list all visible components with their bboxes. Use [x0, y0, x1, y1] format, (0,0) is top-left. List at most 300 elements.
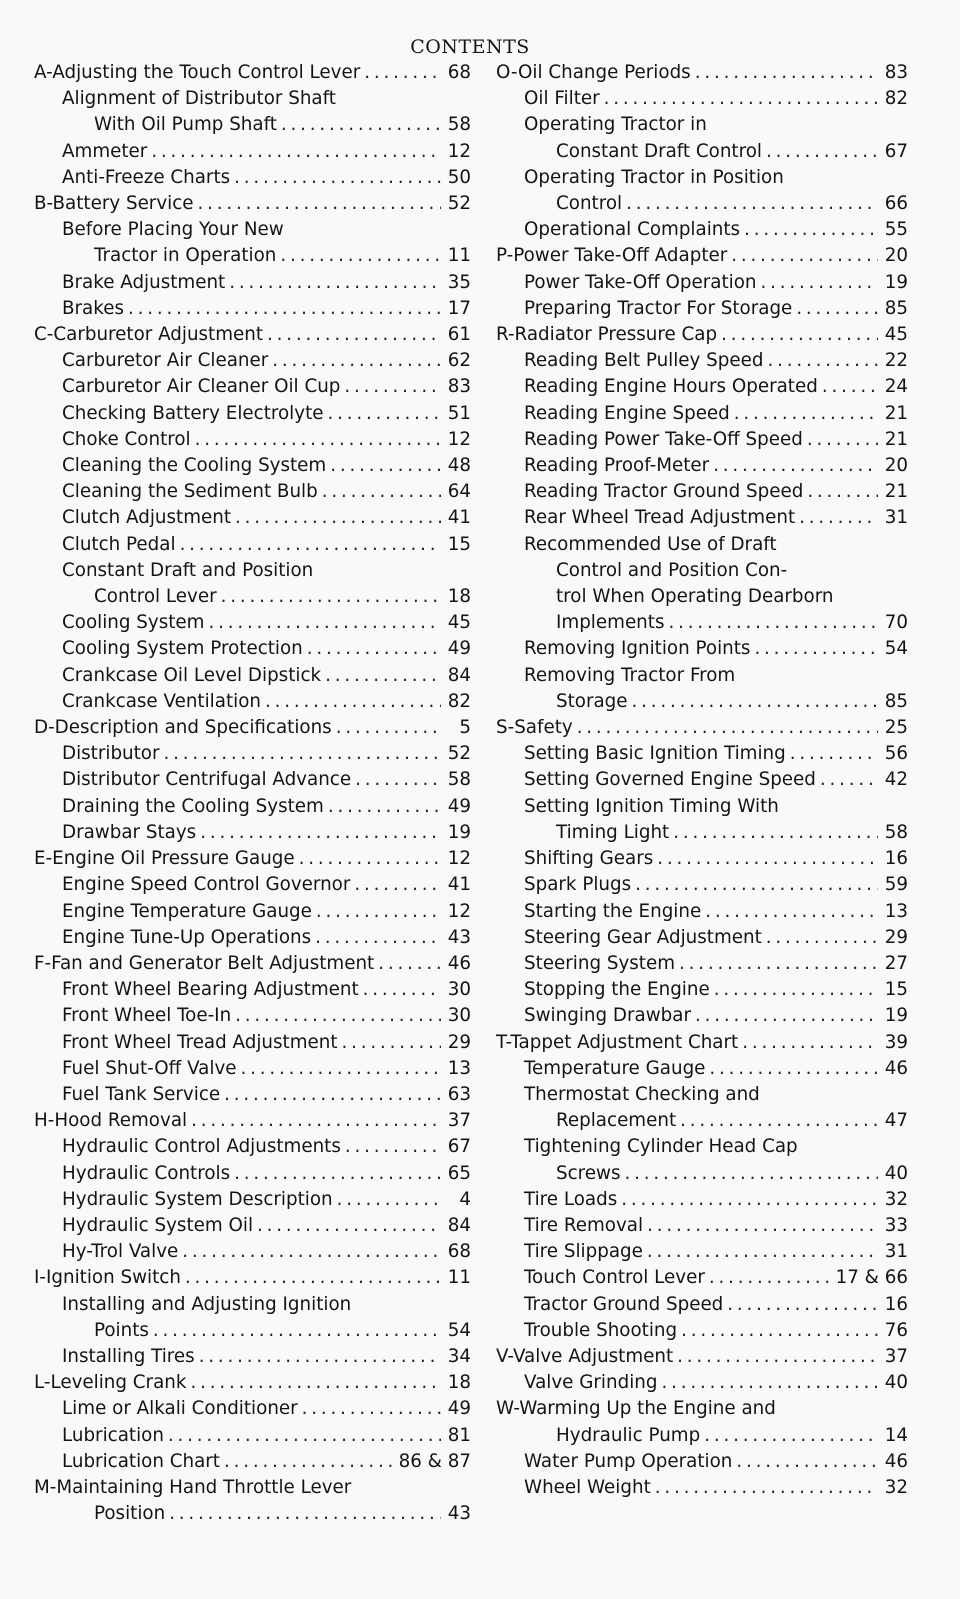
dot-leader — [341, 1134, 441, 1160]
toc-entry-title: D-Description and Specifications — [34, 717, 332, 739]
toc-entry-page: 83 — [447, 376, 471, 398]
dot-leader — [195, 1344, 441, 1370]
toc-entry-page: 18 — [447, 586, 471, 608]
toc-entry-title: Anti-Freeze Charts — [62, 166, 231, 188]
toc-entry — [496, 1030, 908, 1056]
toc-entry-title: Reading Proof-Meter — [524, 455, 710, 477]
toc-entry-title: Hydraulic Control Adjustments — [62, 1136, 341, 1158]
toc-entry — [496, 479, 908, 505]
toc-entry-page: 56 — [884, 743, 908, 765]
toc-entry-title: Installing Tires — [62, 1345, 195, 1367]
toc-entry-title: Before Placing Your New — [62, 219, 284, 241]
toc-entry — [496, 374, 908, 400]
toc-entry-title: O-Oil Change Periods — [496, 62, 691, 83]
dot-leader — [263, 322, 441, 348]
toc-entry — [34, 1239, 471, 1265]
toc-entry — [496, 112, 908, 138]
toc-entry-page: 86 & 87 — [398, 1450, 471, 1472]
dot-leader — [196, 820, 441, 846]
toc-entry — [34, 610, 471, 636]
dot-leader — [762, 139, 878, 165]
toc-entry — [496, 1108, 908, 1134]
toc-entry-title: Valve Grinding — [524, 1372, 658, 1394]
toc-entry-title: Hydraulic System Oil — [62, 1214, 254, 1236]
toc-entry-title: Screws — [556, 1162, 621, 1184]
toc-entry-page: 19 — [884, 271, 908, 293]
toc-entry — [496, 296, 908, 322]
toc-entry-page: 11 — [447, 1267, 471, 1289]
toc-entry-page: 84 — [447, 664, 471, 686]
toc-entry — [496, 977, 908, 1003]
toc-entry — [34, 348, 471, 374]
toc-entry-page: 40 — [884, 1372, 908, 1394]
dot-leader — [253, 1213, 441, 1239]
toc-entry-title: Constant Draft and Position — [62, 559, 314, 581]
dot-leader — [230, 165, 441, 191]
toc-entry — [34, 532, 471, 558]
toc-entry — [496, 1344, 908, 1370]
dot-leader — [621, 1161, 879, 1187]
dot-leader — [359, 977, 441, 1003]
toc-entry — [34, 741, 471, 767]
toc-entry-title: Lime or Alkali Conditioner — [62, 1398, 298, 1420]
toc-entry-title: Operating Tractor in — [524, 114, 707, 136]
toc-entry-page: 63 — [447, 1083, 471, 1105]
toc-entry-page: 82 — [884, 88, 908, 110]
toc-entry-page: 83 — [884, 62, 908, 83]
toc-entry-page: 70 — [884, 612, 908, 634]
toc-entry — [496, 1239, 908, 1265]
toc-entry — [34, 1187, 471, 1213]
toc-entry-page: 31 — [884, 507, 908, 529]
toc-entry-title: Alignment of Distributor Shaft — [62, 88, 336, 110]
toc-entry — [34, 1134, 471, 1160]
toc-entry-page: 20 — [884, 245, 908, 267]
toc-entry-page: 29 — [884, 926, 908, 948]
toc-entry-title: S-Safety — [496, 717, 573, 739]
dot-leader — [220, 1449, 399, 1475]
dot-leader — [628, 689, 878, 715]
toc-entry — [34, 453, 471, 479]
toc-entry-title: Tractor Ground Speed — [524, 1293, 724, 1315]
toc-entry-title: Reading Engine Speed — [524, 402, 730, 424]
toc-entry-page: 27 — [884, 952, 908, 974]
toc-entry-title: Crankcase Oil Level Dipstick — [62, 664, 322, 686]
toc-entry-title: Rear Wheel Tread Adjustment — [524, 507, 796, 529]
toc-entry-title: Control Lever — [94, 586, 217, 608]
toc-entry — [496, 1213, 908, 1239]
toc-entry-page: 82 — [447, 690, 471, 712]
toc-entry-page: 22 — [884, 350, 908, 372]
toc-entry-title: With Oil Pump Shaft — [94, 114, 277, 136]
dot-leader — [710, 977, 878, 1003]
toc-entry-title: Touch Control Lever — [524, 1267, 705, 1289]
toc-entry-title: Wheel Weight — [524, 1476, 651, 1498]
toc-entry — [496, 925, 908, 951]
toc-entry-title: Power Take-Off Operation — [524, 271, 757, 293]
toc-entry — [34, 374, 471, 400]
toc-entry-title: Hydraulic Pump — [556, 1424, 701, 1446]
toc-entry — [34, 112, 471, 138]
toc-entry-title: Tire Slippage — [524, 1241, 643, 1263]
dot-leader — [738, 1030, 878, 1056]
toc-entry-title: Ammeter — [62, 140, 148, 162]
toc-entry — [34, 1082, 471, 1108]
toc-entry-title: Cleaning the Cooling System — [62, 455, 327, 477]
toc-entry-title: Timing Light — [556, 821, 670, 843]
toc-entry-title: L-Leveling Crank — [34, 1372, 187, 1394]
toc-entry-title: Reading Engine Hours Operated — [524, 376, 818, 398]
toc-entry-page: 49 — [447, 795, 471, 817]
dot-leader — [324, 794, 441, 820]
dot-leader — [149, 1318, 441, 1344]
dot-leader — [360, 60, 441, 86]
toc-entry — [496, 217, 908, 243]
toc-entry-page: 62 — [447, 350, 471, 372]
toc-entry-page: 52 — [447, 743, 471, 765]
toc-entry-page: 12 — [447, 428, 471, 450]
dot-leader — [217, 584, 441, 610]
toc-entry — [34, 270, 471, 296]
toc-entry — [34, 1318, 471, 1344]
toc-entry-title: Tire Loads — [524, 1188, 618, 1210]
toc-entry-title: Engine Tune-Up Operations — [62, 926, 312, 948]
dot-leader — [723, 1292, 878, 1318]
dot-leader — [194, 191, 441, 217]
toc-entry-page: 52 — [447, 193, 471, 215]
toc-entry-page: 24 — [884, 376, 908, 398]
toc-entry-title: Carburetor Air Cleaner Oil Cup — [62, 376, 341, 398]
toc-entry-title: Front Wheel Tread Adjustment — [62, 1031, 338, 1053]
toc-entry — [34, 794, 471, 820]
toc-entry — [496, 1423, 908, 1449]
toc-entry-page: 12 — [447, 140, 471, 162]
dot-leader — [795, 505, 878, 531]
dot-leader — [164, 1423, 441, 1449]
dot-leader — [237, 1056, 441, 1082]
toc-entry — [34, 139, 471, 165]
dot-leader — [311, 925, 441, 951]
toc-entry-page: 54 — [884, 638, 908, 660]
toc-entry-title: W-Warming Up the Engine and — [496, 1398, 776, 1420]
dot-leader — [643, 1213, 878, 1239]
toc-entry-title: Water Pump Operation — [524, 1450, 733, 1472]
dot-leader — [324, 401, 442, 427]
toc-entry-page: 47 — [884, 1110, 908, 1132]
dot-leader — [160, 741, 441, 767]
toc-entry-title: Installing and Adjusting Ignition — [62, 1293, 352, 1315]
toc-entry-page: 58 — [447, 114, 471, 136]
toc-entry-title: Clutch Adjustment — [62, 507, 232, 529]
dot-leader — [230, 1161, 441, 1187]
toc-entry-page: 85 — [884, 297, 908, 319]
toc-entry — [34, 217, 471, 243]
toc-entry — [34, 1370, 471, 1396]
toc-entry-page: 19 — [884, 1005, 908, 1027]
page-title: CONTENTS — [410, 36, 530, 58]
toc-entry-page: 37 — [884, 1345, 908, 1367]
toc-entry-title: Cleaning the Sediment Bulb — [62, 481, 318, 503]
dot-leader — [231, 505, 441, 531]
toc-entry-title: Tire Removal — [524, 1214, 644, 1236]
toc-entry-title: Position — [94, 1503, 166, 1525]
toc-entry-title: Operational Complaints — [524, 219, 741, 241]
dot-leader — [333, 1187, 441, 1213]
toc-entry — [496, 532, 908, 558]
dot-leader — [220, 1082, 441, 1108]
toc-entry-title: Recommended Use of Draft — [524, 533, 777, 555]
dot-leader — [677, 1318, 878, 1344]
toc-entry-page: 17 & 66 — [835, 1267, 908, 1289]
toc-entry-page: 14 — [884, 1424, 908, 1446]
dot-leader — [818, 374, 878, 400]
toc-entry — [496, 1475, 908, 1501]
toc-entry — [496, 86, 908, 112]
toc-entry-page: 12 — [447, 848, 471, 870]
toc-entry-page: 41 — [447, 507, 471, 529]
dot-leader — [700, 1423, 878, 1449]
toc-entry — [496, 820, 908, 846]
toc-entry-title: Hydraulic Controls — [62, 1162, 231, 1184]
dot-leader — [312, 899, 441, 925]
toc-entry — [496, 270, 908, 296]
toc-entry — [34, 1423, 471, 1449]
toc-entry — [34, 479, 471, 505]
dot-leader — [295, 846, 441, 872]
toc-entry — [34, 1108, 471, 1134]
toc-entry-title: Fuel Shut-Off Valve — [62, 1057, 237, 1079]
toc-entry — [496, 1370, 908, 1396]
toc-entry — [34, 1292, 471, 1318]
toc-entry — [496, 767, 908, 793]
toc-entry-title: trol When Operating Dearborn — [556, 586, 834, 608]
toc-entry-page: 43 — [447, 1503, 471, 1525]
toc-entry-title: F-Fan and Generator Belt Adjustment — [34, 952, 375, 974]
dot-leader — [187, 1108, 441, 1134]
toc-entry-page: 49 — [447, 638, 471, 660]
toc-entry-title: Shifting Gears — [524, 848, 654, 870]
toc-entry — [34, 1213, 471, 1239]
toc-entry — [496, 1082, 908, 1108]
toc-entry-page: 48 — [447, 455, 471, 477]
toc-entry — [34, 846, 471, 872]
toc-entry — [34, 951, 471, 977]
toc-entry-title: V-Valve Adjustment — [496, 1345, 674, 1367]
toc-entry — [34, 925, 471, 951]
dot-leader — [757, 270, 879, 296]
dot-leader — [705, 1056, 878, 1082]
dot-leader — [191, 427, 441, 453]
toc-entry — [496, 610, 908, 636]
toc-entry-title: Lubrication Chart — [62, 1450, 220, 1472]
toc-entry-title: Control — [556, 193, 623, 215]
toc-entry — [496, 689, 908, 715]
toc-entry-page: 18 — [447, 1372, 471, 1394]
toc-entry-page: 85 — [884, 690, 908, 712]
toc-entry-page: 4 — [459, 1188, 471, 1210]
toc-entry-page: 43 — [447, 926, 471, 948]
toc-entry — [34, 165, 471, 191]
toc-entry-page: 25 — [884, 717, 908, 739]
toc-entry-page: 51 — [447, 402, 471, 424]
toc-entry — [34, 401, 471, 427]
toc-entry-page: 30 — [447, 979, 471, 1001]
dot-leader — [622, 191, 878, 217]
toc-entry-title: Preparing Tractor For Storage — [524, 297, 793, 319]
toc-entry-title: Distributor — [62, 743, 160, 765]
toc-entry-title: Brake Adjustment — [62, 271, 226, 293]
toc-entry-title: Setting Ignition Timing With — [524, 795, 779, 817]
toc-entry-title: Front Wheel Toe-In — [62, 1005, 232, 1027]
dot-leader — [277, 112, 441, 138]
dot-leader — [225, 270, 441, 296]
dot-leader — [178, 1239, 441, 1265]
toc-entry — [34, 977, 471, 1003]
dot-leader — [318, 479, 441, 505]
toc-entry — [34, 1030, 471, 1056]
toc-entry-page: 45 — [447, 612, 471, 634]
dot-leader — [321, 663, 441, 689]
toc-entry-title: Reading Power Take-Off Speed — [524, 428, 803, 450]
dot-leader — [231, 1003, 441, 1029]
toc-entry-title: Setting Basic Ignition Timing — [524, 743, 786, 765]
toc-entry-title: Engine Temperature Gauge — [62, 900, 312, 922]
toc-entry-page: 37 — [447, 1110, 471, 1132]
toc-entry — [496, 1187, 908, 1213]
toc-entry-title: Hydraulic System Description — [62, 1188, 333, 1210]
toc-entry-page: 13 — [884, 900, 908, 922]
toc-entry-page: 58 — [447, 769, 471, 791]
toc-entry-title: E-Engine Oil Pressure Gauge — [34, 848, 295, 870]
toc-entry-page: 68 — [447, 62, 471, 83]
toc-entry — [496, 846, 908, 872]
toc-entry-title: Carburetor Air Cleaner — [62, 350, 269, 372]
dot-leader — [631, 872, 878, 898]
toc-entry — [496, 60, 908, 86]
toc-entry-page: 76 — [884, 1319, 908, 1341]
toc-entry — [34, 558, 471, 584]
toc-entry — [496, 1318, 908, 1344]
dot-leader — [181, 1265, 441, 1291]
toc-entry-title: Hy-Trol Valve — [62, 1241, 179, 1263]
toc-entry — [34, 427, 471, 453]
toc-entry-page: 15 — [884, 979, 908, 1001]
toc-entry — [496, 1134, 908, 1160]
toc-entry-title: M-Maintaining Hand Throttle Lever — [34, 1476, 352, 1498]
dot-leader — [701, 899, 878, 925]
toc-entry-title: Drawbar Stays — [62, 821, 197, 843]
toc-entry — [496, 1056, 908, 1082]
toc-entry-page: 33 — [884, 1214, 908, 1236]
dot-leader — [732, 1449, 878, 1475]
toc-entry-title: Swinging Drawbar — [524, 1005, 691, 1027]
toc-entry-title: Steering System — [524, 952, 676, 974]
toc-entry-page: 49 — [447, 1398, 471, 1420]
toc-entry — [496, 1161, 908, 1187]
toc-entry — [496, 794, 908, 820]
toc-entry — [496, 1292, 908, 1318]
dot-leader — [573, 715, 878, 741]
toc-entry — [34, 636, 471, 662]
dot-leader — [600, 86, 878, 112]
dot-leader — [176, 532, 441, 558]
toc-entry-page: 46 — [884, 1450, 908, 1472]
toc-entry-page: 31 — [884, 1241, 908, 1263]
toc-entry-page: 55 — [884, 219, 908, 241]
dot-leader — [651, 1475, 878, 1501]
toc-entry-page: 35 — [447, 271, 471, 293]
dot-leader — [669, 820, 878, 846]
contents-column-right — [496, 60, 908, 1501]
toc-entry — [496, 899, 908, 925]
dot-leader — [298, 1396, 441, 1422]
toc-entry-title: C-Carburetor Adjustment — [34, 324, 264, 346]
dot-leader — [705, 1265, 836, 1291]
toc-entry — [34, 584, 471, 610]
dot-leader — [303, 636, 441, 662]
toc-entry-title: Oil Filter — [524, 88, 600, 110]
toc-entry — [34, 243, 471, 269]
dot-leader — [727, 243, 878, 269]
toc-entry-page: 67 — [447, 1136, 471, 1158]
toc-entry — [34, 899, 471, 925]
toc-entry-title: Removing Ignition Points — [524, 638, 751, 660]
toc-entry-title: Constant Draft Control — [556, 140, 762, 162]
toc-entry — [34, 715, 471, 741]
toc-entry — [34, 689, 471, 715]
toc-entry-title: Checking Battery Electrolyte — [62, 402, 324, 424]
toc-entry-title: Control and Position Con- — [556, 559, 788, 581]
toc-entry-title: Lubrication — [62, 1424, 164, 1446]
toc-entry-title: Choke Control — [62, 428, 191, 450]
toc-entry — [34, 820, 471, 846]
toc-entry-title: Tightening Cylinder Head Cap — [524, 1136, 798, 1158]
toc-entry-title: Fuel Tank Service — [62, 1083, 221, 1105]
toc-entry — [496, 1265, 908, 1291]
toc-entry-page: 19 — [447, 821, 471, 843]
toc-entry-title: Steering Gear Adjustment — [524, 926, 762, 948]
toc-entry — [496, 663, 908, 689]
dot-leader — [350, 872, 441, 898]
toc-entry-page: 68 — [447, 1241, 471, 1263]
toc-entry — [496, 191, 908, 217]
toc-entry-page: 5 — [459, 717, 471, 739]
toc-entry — [496, 165, 908, 191]
dot-leader — [676, 1108, 878, 1134]
toc-entry-title: Brakes — [62, 297, 124, 319]
dot-leader — [762, 925, 878, 951]
dot-leader — [261, 689, 441, 715]
toc-entry-title: Starting the Engine — [524, 900, 702, 922]
contents-column-left — [34, 60, 471, 1527]
toc-entry-title: Clutch Pedal — [62, 533, 176, 555]
dot-leader — [803, 427, 878, 453]
toc-entry — [34, 191, 471, 217]
dot-leader — [186, 1370, 441, 1396]
dot-leader — [351, 767, 441, 793]
toc-entry — [34, 1161, 471, 1187]
toc-entry-page: 11 — [447, 245, 471, 267]
toc-entry — [34, 1056, 471, 1082]
toc-entry-page: 32 — [884, 1476, 908, 1498]
toc-entry-title: Front Wheel Bearing Adjustment — [62, 979, 359, 1001]
toc-entry-title: Tractor in Operation — [94, 245, 277, 267]
toc-entry — [496, 951, 908, 977]
toc-entry-title: Distributor Centrifugal Advance — [62, 769, 352, 791]
toc-entry-page: 65 — [447, 1162, 471, 1184]
dot-leader — [374, 951, 441, 977]
toc-entry-title: Cooling System Protection — [62, 638, 303, 660]
